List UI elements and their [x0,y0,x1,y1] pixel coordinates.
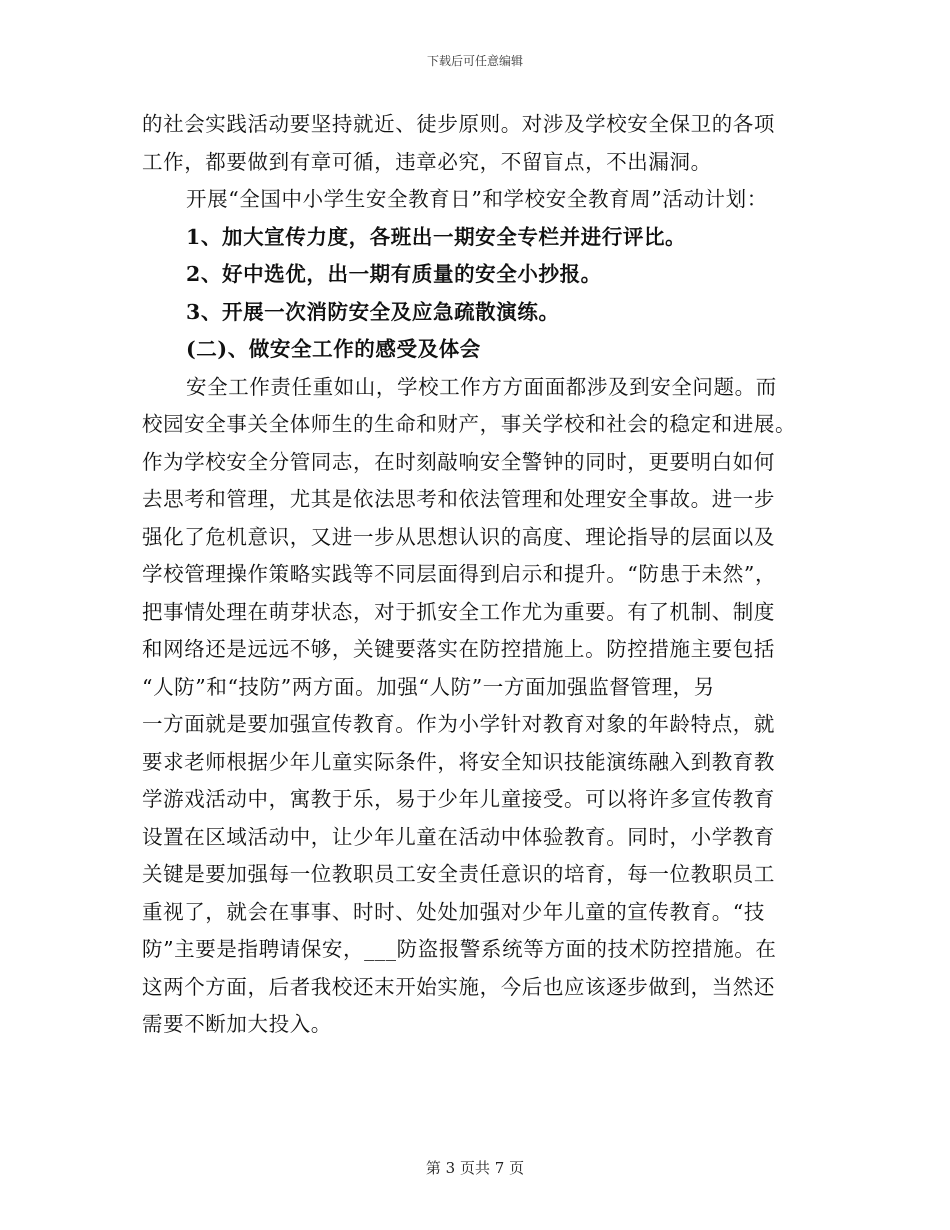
document-body [142,106,810,1044]
text-line: 这两个方面，后者我校还末开始实施，今后也应该逐步做到，当然还 [142,974,775,999]
text-line: 强化了危机意识，又进一步从思想认识的高度、理论指导的层面以及 [142,524,775,549]
text-line: “人防”和“技防”两方面。加强“人防”一方面加强监督管理，另 [142,674,715,699]
text-line: 关键是要加强每一位教职员工安全责任意识的培育，每一位教职员工 [142,862,775,886]
text-line: 学校管理操作策略实践等不同层面得到启示和提升。“防患于未然”， [142,562,777,586]
text-line: 去思考和管理，尤其是依法思考和依法管理和处理安全事故。进一步 [142,487,775,511]
text-line: 一方面就是要加强宣传教育。作为小学针对教育对象的年龄特点，就 [142,712,775,736]
text-line: 把事情处理在萌芽状态，对于抓安全工作尤为重要。有了机制、制度 [142,599,775,624]
text-line: 和网络还是远远不够，关键要落实在防控措施上。防控措施主要包括 [142,637,775,661]
section-heading: (二)、做安全工作的感受及体会 [186,337,481,361]
text-line: 防”主要是指聘请保安，___防盗报警系统等方面的技术防控措施。在 [142,937,777,961]
text-line: 学游戏活动中，寓教于乐，易于少年儿童接受。可以将许多宣传教育 [142,787,775,811]
text-line: 开展“全国中小学生安全教育日”和学校安全教育周”活动计划： [186,187,768,211]
text-line: 设置在区域活动中，让少年儿童在活动中体验教育。同时，小学教育 [142,824,775,849]
page-number: 第 3 页共 7 页 [425,1159,525,1177]
text-line: 安全工作责任重如山，学校工作方方面面都涉及到安全问题。而 [186,374,777,399]
text-line: 要求老师根据少年儿童实际条件，将安全知识技能演练融入到教育教 [142,749,775,774]
text-line: 作为学校安全分管同志，在时刻敲响安全警钟的同时，更要明白如何 [142,449,775,474]
text-line: 重视了，就会在事事、时时、处处加强对少年儿童的宣传教育。“技 [142,899,765,924]
text-line: 的社会实践活动要坚持就近、徒步原则。对涉及学校安全保卫的各项 [142,112,775,136]
list-item: 1、加大宣传力度，各班出一期安全专栏并进行评比。 [186,224,687,249]
text-line: 需要不断加大投入。 [142,1012,332,1036]
page-header: 下载后可任意编辑 [426,54,523,68]
text-line: 工作，都要做到有章可循，违章必究，不留盲点，不出漏洞。 [142,149,712,174]
list-item: 2、好中选优，出一期有质量的安全小抄报。 [186,262,602,286]
text-line: 校园安全事关全体师生的生命和财产，事关学校和社会的稳定和进展。 [142,412,797,436]
list-item: 3、开展一次消防安全及应急疏散演练。 [186,299,560,324]
